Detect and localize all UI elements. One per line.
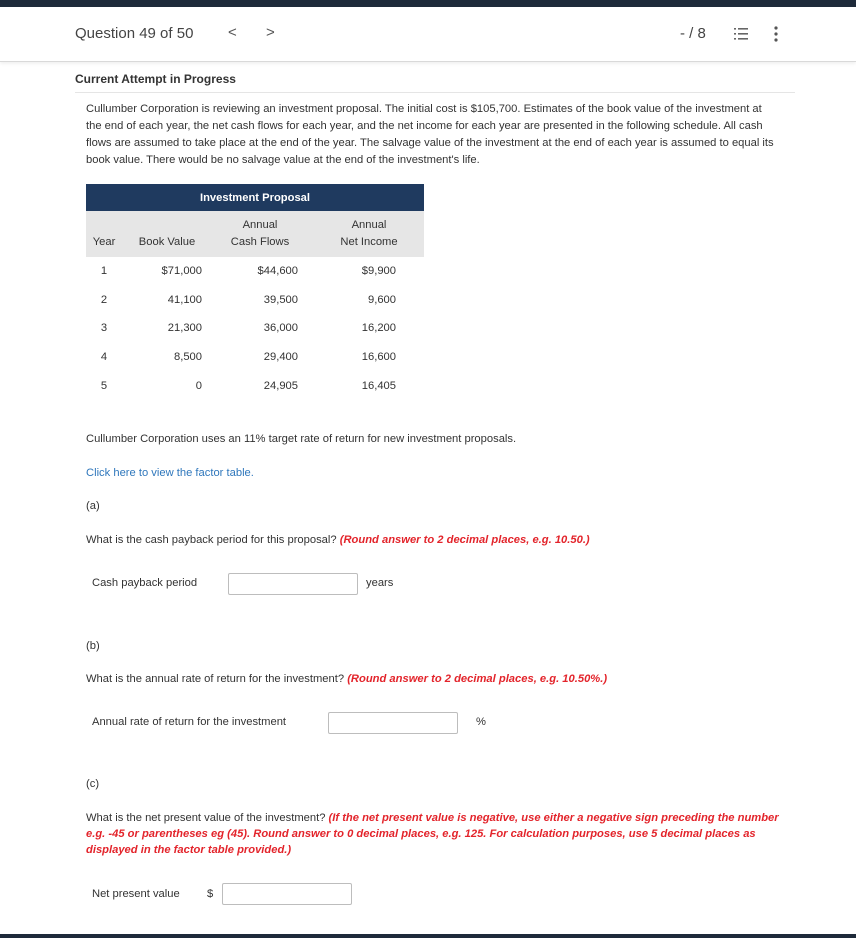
part-b-label: (b) [86, 640, 100, 652]
previous-question-button[interactable]: < [228, 24, 237, 41]
part-b-question-text: What is the annual rate of return for the investment? [86, 673, 348, 685]
cell-book-value: $71,000 [161, 265, 202, 278]
problem-statement: Cullumber Corporation is reviewing an investment proposal. The initial cost is $105,700. Estimates of the book value of the investment at the end of each year, the net cash flows for each year, and the net income for each year are presented in the following schedule. All cash flows are assumed to take place at the end of the year. The salvage value of the investment at the end of each year is assumed to equal its book value. There would be no salvage value at the end of the investment's life. [86, 103, 774, 166]
cell-net-income: 9,600 [368, 293, 396, 306]
header-net-income-line2: Net Income [340, 236, 398, 248]
table-row [86, 314, 424, 343]
cell-book-value: 41,100 [167, 293, 202, 306]
table-row [86, 257, 424, 286]
cash-payback-input[interactable] [228, 573, 358, 595]
part-c-label: (c) [86, 778, 100, 790]
more-vertical-icon[interactable] [773, 26, 779, 42]
cell-book-value: 0 [195, 379, 202, 392]
cash-payback-label: Cash payback period [92, 577, 198, 589]
question-score: - / 8 [680, 25, 706, 42]
cell-year: 4 [100, 351, 108, 364]
cell-cash-flows: $44,600 [257, 265, 298, 278]
question-counter: Question 49 of 50 [75, 25, 194, 42]
cell-year: 3 [100, 322, 108, 335]
cell-year: 2 [100, 293, 108, 306]
cell-cash-flows: 36,000 [263, 322, 298, 335]
annual-rate-label: Annual rate of return for the investment [92, 716, 287, 728]
header-net-income [308, 211, 424, 257]
cell-cash-flows: 24,905 [263, 379, 298, 392]
top-bar [0, 0, 856, 7]
cell-book-value: 8,500 [174, 351, 202, 364]
npv-currency-symbol: $ [207, 888, 214, 900]
cell-net-income: $9,900 [361, 265, 396, 278]
part-b-instruction: (Round answer to 2 decimal places, e.g. 10.50%.) [347, 673, 608, 685]
next-question-button[interactable]: > [266, 24, 275, 41]
part-c-instruction: (If the net present value is negative, use either a negative sign preceding the number e.g. -45 or parentheses eg (45). Round answer to 0 decimal places, e.g. 125. For calculation purposes, use 5 decimal places as displayed in the factor table provided.) [86, 812, 779, 856]
bottom-bar [0, 934, 856, 938]
factor-table-link[interactable]: Click here to view the factor table. [86, 467, 254, 479]
cell-net-income: 16,200 [361, 322, 396, 335]
npv-label: Net present value [92, 888, 180, 900]
cell-net-income: 16,600 [361, 351, 396, 364]
attempt-status: Current Attempt in Progress [75, 72, 236, 86]
header-net-income-line1: Annual [351, 219, 387, 231]
header-cash-flows-line1: Annual [242, 219, 278, 231]
table-header-row [86, 211, 424, 257]
question-header [0, 7, 856, 62]
cell-cash-flows: 39,500 [263, 293, 298, 306]
part-a-instruction: (Round answer to 2 decimal places, e.g. 10.50.) [339, 534, 590, 546]
cell-book-value: 21,300 [167, 322, 202, 335]
divider [75, 92, 795, 93]
header-cash-flows [212, 211, 308, 257]
list-icon[interactable] [734, 28, 748, 40]
table-row [86, 286, 424, 315]
annual-rate-unit: % [476, 716, 486, 728]
part-c-question-text: What is the net present value of the investment? [86, 812, 329, 824]
cash-payback-unit: years [366, 577, 394, 589]
cell-year: 1 [100, 265, 108, 278]
table-title: Investment Proposal [86, 184, 424, 211]
header-year: Year [86, 211, 122, 257]
investment-proposal-table [86, 184, 424, 400]
annual-rate-input[interactable] [328, 712, 458, 734]
part-a-question-text: What is the cash payback period for this proposal? [86, 534, 340, 546]
part-b-question [86, 671, 786, 687]
header-cash-flows-line2: Cash Flows [230, 236, 290, 248]
header-book-value: Book Value [122, 211, 212, 257]
cell-year: 5 [100, 379, 108, 392]
cell-cash-flows: 29,400 [263, 351, 298, 364]
part-a-label: (a) [86, 500, 100, 512]
part-a-question [86, 532, 786, 548]
table-row [86, 371, 424, 400]
table-row [86, 343, 424, 372]
target-rate-text: Cullumber Corporation uses an 11% target rate of return for new investment proposals. [86, 433, 517, 445]
part-c-question [86, 810, 786, 858]
cell-net-income: 16,405 [361, 379, 396, 392]
npv-input[interactable] [222, 883, 352, 905]
